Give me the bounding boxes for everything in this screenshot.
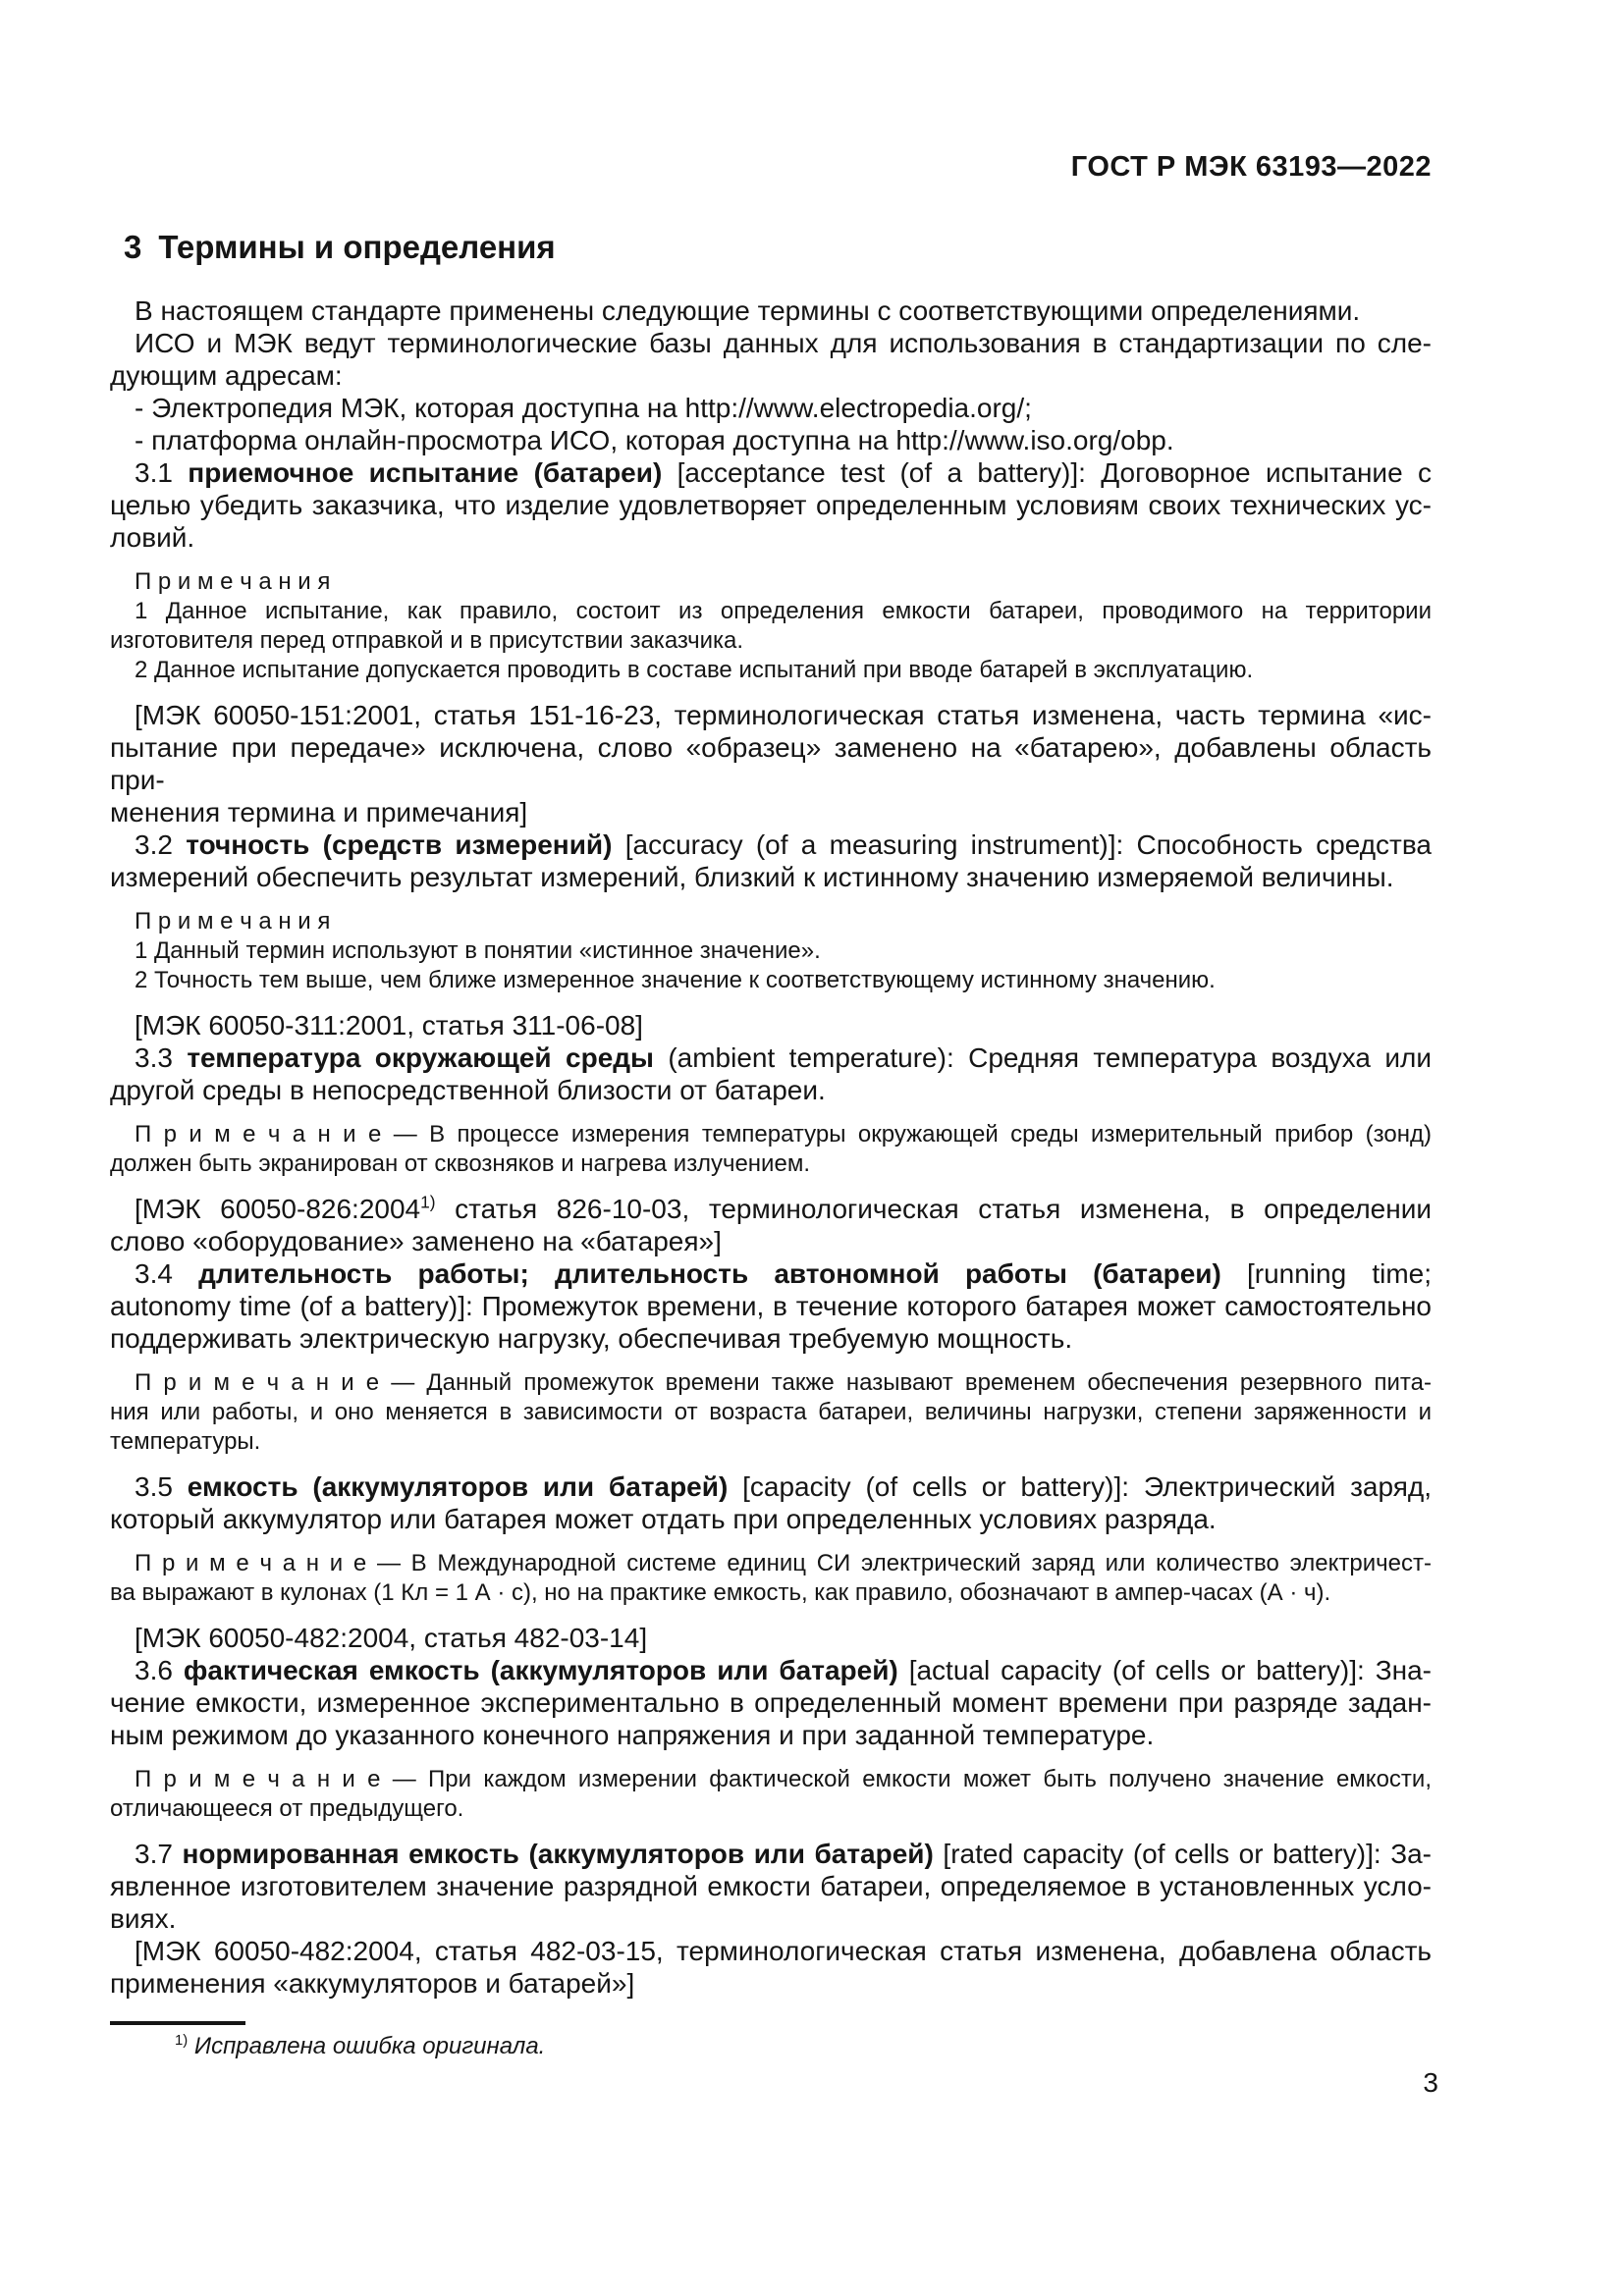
body-paragraph: [МЭК 60050-482:2004, статья 482-03-15, терминологическая статья изменена, добавлена область применения «аккумуляторов и батарей»] (110, 1936, 1432, 1999)
section-title: Термины и определения (158, 229, 556, 265)
footnote-rule (110, 2021, 245, 2025)
note-paragraph: П р и м е ч а н и е — В Международной системе единиц СИ электрический заряд или количество электричест- ва выражают в кулонах (1 Кл = 1 А · с), но на практике емкость, как правило, обозначают в ампер-часах (А · ч). (110, 1550, 1432, 1606)
body-paragraph: 3.1 приемочное испытание (батареи) [acceptance test (of a battery)]: Договорное испытание с целью убедить заказчика, что изделие удовлетворяет определенным условиям своих технических ус- ловий. (110, 457, 1432, 553)
body-paragraph: [МЭК 60050-482:2004, статья 482-03-14] (135, 1623, 648, 1653)
note-paragraph: 1 Данное испытание, как правило, состоит из определения емкости батареи, проводимого на территории изготовителя перед отправкой и в присутствии заказчика. (110, 598, 1432, 654)
note-paragraph: 1 Данный термин используют в понятии «истинное значение». (135, 937, 821, 964)
body-paragraph: 3.4 длительность работы; длительность автономной работы (батареи) [running time; autonomy time (of a battery)]: Промежуток времени, в течение которого батарея может самостоятельно поддерживать электрическую нагрузку, обеспечивая требуемую мощность. (110, 1258, 1433, 1354)
footnote-label: Исправлена ошибка оригинала. (193, 2033, 546, 2059)
section-number: 3 (124, 229, 142, 265)
note-paragraph: П р и м е ч а н и я (135, 908, 331, 934)
footnote-text (110, 2032, 1432, 2061)
body-paragraph: В настоящем стандарте применены следующие термины с соответствующими определениями. (135, 295, 1361, 326)
note-paragraph: П р и м е ч а н и е — Данный промежуток времени также называют временем обеспечения резервного пита- ния или работы, и оно меняется в зависимости от возраста батареи, величины нагрузки, степени заряженности и температуры. (110, 1369, 1432, 1455)
footnote (110, 2021, 1432, 2061)
note-paragraph: П р и м е ч а н и е — При каждом измерении фактической емкости может быть получено значение емкости, отличающееся от предыдущего. (110, 1766, 1432, 1822)
note-paragraph: П р и м е ч а н и е — В процессе измерения температуры окружающей среды измерительный прибор (зонд) должен быть экранирован от сквозняков и нагрева излучением. (110, 1121, 1432, 1177)
document-content (110, 149, 1432, 2000)
section-heading (110, 228, 1432, 267)
body-paragraph: - Электропедия МЭК, которая доступна на http://www.electropedia.org/; (135, 393, 1032, 423)
body-paragraph: 3.6 фактическая емкость (аккумуляторов или батарей) [actual capacity (of cells or battery)]: Зна- чение емкости, измеренное экспериментально в определенный момент времени при разряде задан- ным режимом до указанного конечного напряжения и при заданной температуре. (110, 1655, 1432, 1750)
body-paragraph: 3.3 температура окружающей среды (ambient temperature): Средняя температура воздуха или другой среды в непосредственной близости от батареи. (110, 1042, 1432, 1105)
body-paragraph: 3.5 емкость (аккумуляторов или батарей) [capacity (of cells or battery)]: Электрический заряд, который аккумулятор или батарея может отдать при определенных условиях разряда. (110, 1471, 1433, 1534)
footnote-marker: 1) (175, 2033, 189, 2049)
body-paragraph: [МЭК 60050-311:2001, статья 311-06-08] (135, 1010, 643, 1041)
note-paragraph: 2 Точность тем выше, чем ближе измеренное значение к соответствующему истинному значению. (135, 967, 1216, 993)
page-number: 3 (1423, 2067, 1438, 2098)
body-paragraph: [МЭК 60050-151:2001, статья 151-16-23, терминологическая статья изменена, часть термина «ис- пытание при передаче» исключена, слово «образец» заменено на «батарею», добавлены область при- менения термина и примечания] (110, 700, 1432, 828)
document-code-header: ГОСТ Р МЭК 63193—2022 (1070, 151, 1432, 183)
note-paragraph: П р и м е ч а н и я (135, 568, 331, 595)
body-paragraph: - платформа онлайн-просмотра ИСО, которая доступна на http://www.iso.org/obp. (135, 425, 1174, 455)
body-paragraph: [МЭК 60050-826:2004$^{1)}$ статья 826-10-03, терминологическая статья изменена, в определении слово «оборудование» заменено на «батарея»] (110, 1192, 1432, 1256)
document-paragraphs (110, 294, 1432, 2000)
body-paragraph: ИСО и МЭК ведут терминологические базы данных для использования в стандартизации по сле- дующим адресам: (110, 328, 1432, 391)
body-paragraph: 3.2 точность (средств измерений) [accuracy (of a measuring instrument)]: Способность средства измерений обеспечить результат измерений, близкий к истинному значению измеряемой величины. (110, 829, 1432, 892)
note-paragraph: 2 Данное испытание допускается проводить в составе испытаний при вводе батарей в эксплуатацию. (135, 657, 1254, 683)
body-paragraph: 3.7 нормированная емкость (аккумуляторов или батарей) [rated capacity (of cells or battery)]: За- явленное изготовителем значение разрядной емкости батареи, определяемое в установленных усло- виях. (110, 1839, 1433, 1934)
